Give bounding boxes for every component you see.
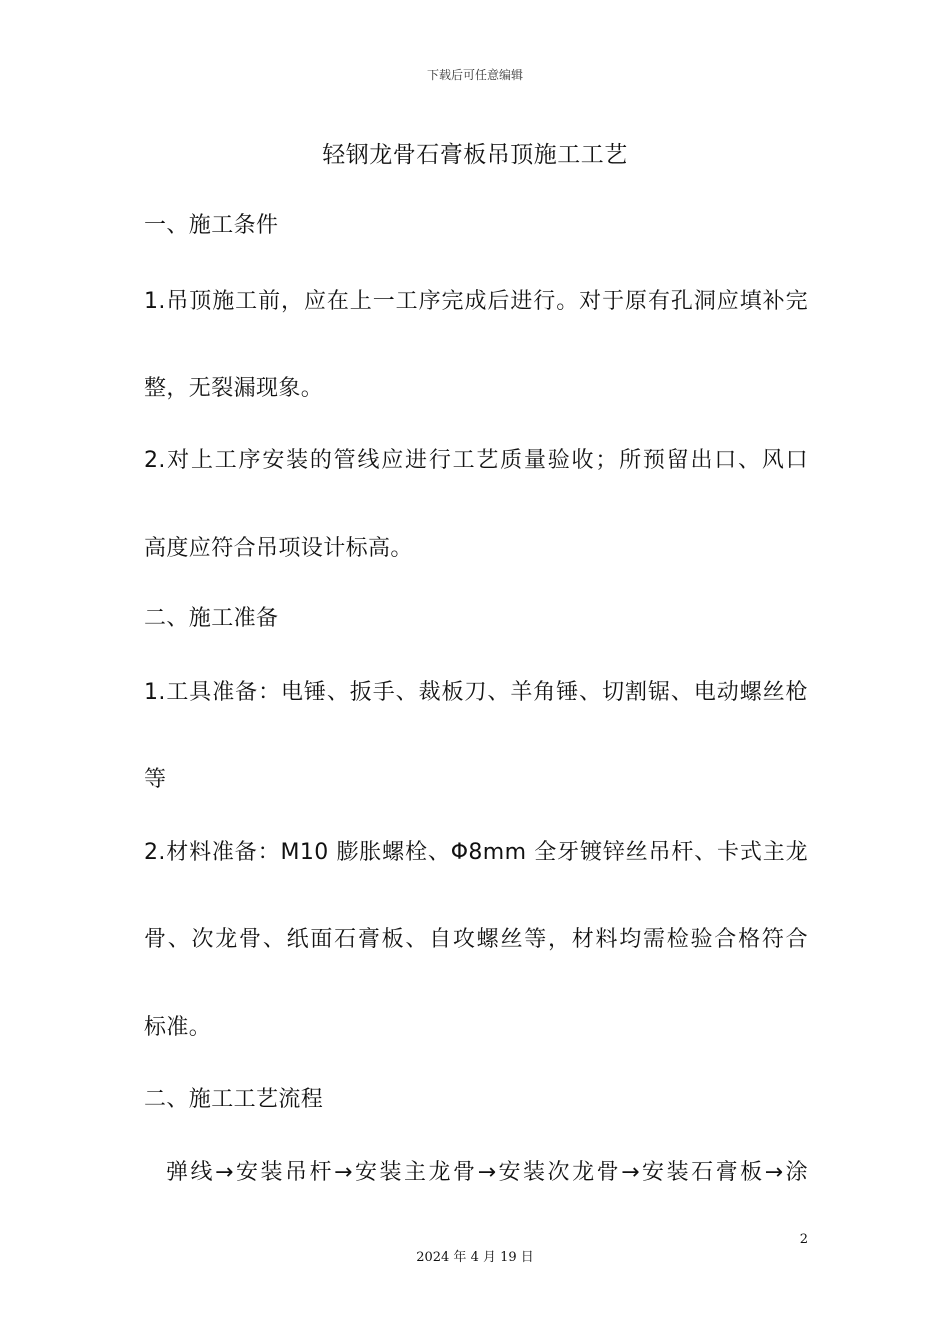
header-note: 下载后可任意编辑 [426, 68, 523, 82]
section-heading-process-flow: 二、施工工艺流程 [144, 1087, 324, 1112]
document-title: 轻钢龙骨石膏板吊顶施工工艺 [322, 142, 628, 168]
section-heading-construction-preparation: 二、施工准备 [144, 606, 279, 631]
section-heading-construction-conditions: 一、施工条件 [144, 213, 279, 238]
footer-date: 2024 年 4 月 19 日 [416, 1250, 534, 1265]
paragraph-line: 整，无裂漏现象。 [144, 376, 324, 401]
paragraph-line: 骨、次龙骨、纸面石膏板、自攻螺丝等，材料均需检验合格符合 [144, 927, 808, 952]
paragraph-line: 高度应符合吊项设计标高。 [144, 536, 413, 561]
paragraph-line: 标准。 [144, 1015, 212, 1040]
page-number: 2 [799, 1232, 808, 1247]
paragraph-line: 2.对上工序安装的管线应进行工艺质量验收；所预留出口、风口 [144, 448, 808, 473]
paragraph-line: 1.吊顶施工前，应在上一工序完成后进行。对于原有孔洞应填补完 [144, 289, 808, 314]
process-flow-line: 弹线→安装吊杆→安装主龙骨→安装次龙骨→安装石膏板→涂 [166, 1160, 808, 1185]
paragraph-line: 2.材料准备：M10 膨胀螺栓、Φ8mm 全牙镀锌丝吊杆、卡式主龙 [144, 840, 808, 865]
paragraph-line: 1.工具准备：电锤、扳手、裁板刀、羊角锤、切割锯、电动螺丝枪 [144, 680, 808, 705]
paragraph-line: 等 [144, 767, 167, 792]
